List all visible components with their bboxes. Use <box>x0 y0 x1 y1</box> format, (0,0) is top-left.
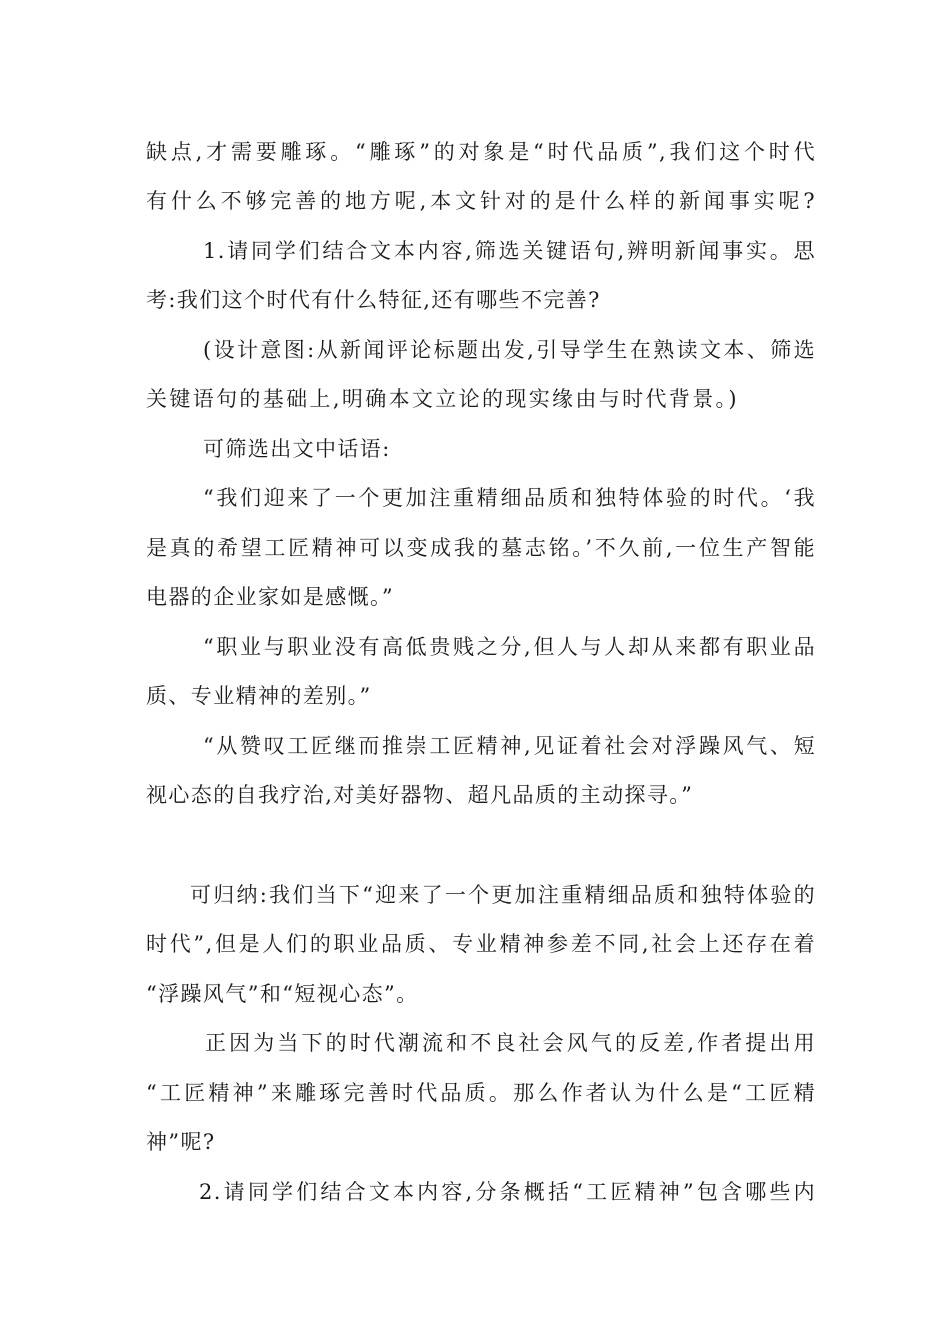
text-line: 可归纳:我们当下“迎来了一个更加注重精细品质和独特体验的 <box>190 883 816 907</box>
text-line: 电器的企业家如是感慨。” <box>146 585 395 609</box>
text-line: 神”呢? <box>146 1130 216 1154</box>
text-line: 2.请同学们结合文本内容,分条概括“工匠精神”包含哪些内 <box>199 1180 816 1204</box>
text-line: 视心态的自我疗治,对美好器物、超凡品质的主动探寻。” <box>146 783 694 807</box>
text-line: 正因为当下的时代潮流和不良社会风气的反差,作者提出用 <box>205 1031 816 1055</box>
text-line: 时代”,但是人们的职业品质、专业精神参差不同,社会上还存在着 <box>146 932 816 956</box>
text-line: “工匠精神”来雕琢完善时代品质。那么作者认为什么是“工匠精 <box>146 1081 816 1105</box>
text-line: 有什么不够完善的地方呢,本文针对的是什么样的新闻事实呢? <box>146 189 816 213</box>
text-line: 关键语句的基础上,明确本文立论的现实缘由与时代背景。) <box>146 387 738 411</box>
text-line: 缺点,才需要雕琢。“雕琢”的对象是“时代品质”,我们这个时代 <box>146 140 816 164</box>
text-line: “从赞叹工匠继而推崇工匠精神,见证着社会对浮躁风气、短 <box>203 734 816 758</box>
text-line: 1.请同学们结合文本内容,筛选关键语句,辨明新闻事实。思 <box>203 239 816 263</box>
text-line: 考:我们这个时代有什么特征,还有哪些不完善? <box>146 288 601 312</box>
text-line: (设计意图:从新闻评论标题出发,引导学生在熟读文本、筛选 <box>203 338 816 362</box>
text-line: “我们迎来了一个更加注重精细品质和独特体验的时代。‘我 <box>203 486 816 510</box>
text-line: “浮躁风气”和“短视心态”。 <box>146 982 419 1006</box>
text-line: “职业与职业没有高低贵贱之分,但人与人却从来都有职业品 <box>203 635 816 659</box>
text-line: 可筛选出文中话语: <box>203 437 391 461</box>
text-line: 质、专业精神的差别。” <box>146 684 372 708</box>
text-line: 是真的希望工匠精神可以变成我的墓志铭。’不久前,一位生产智能 <box>146 536 816 560</box>
